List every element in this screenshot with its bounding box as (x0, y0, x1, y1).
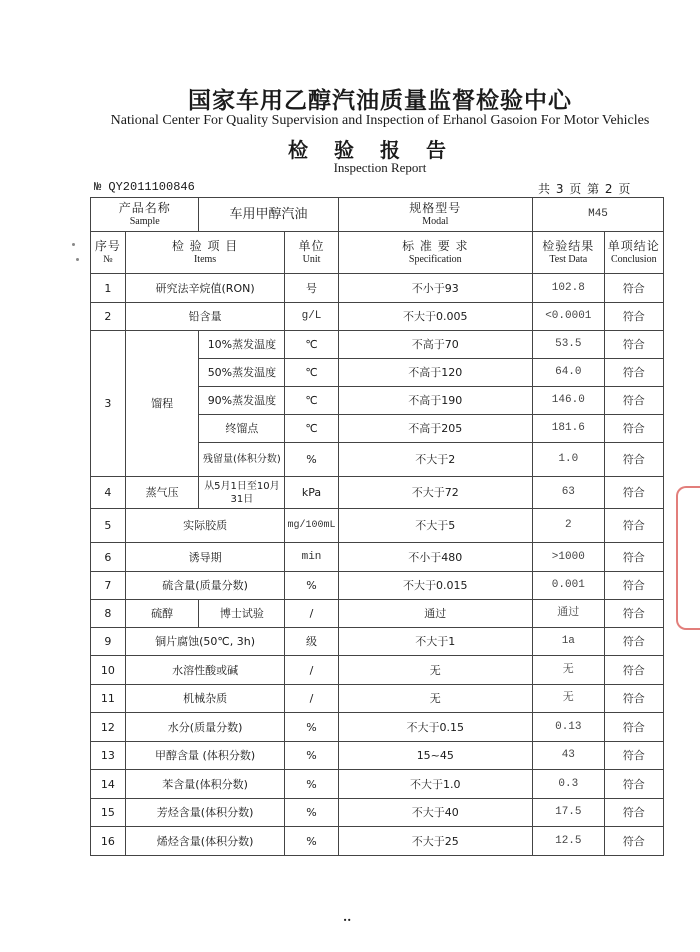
row-spec: 无 (338, 656, 532, 685)
row-group: 馏程 (125, 331, 199, 477)
row-conclusion: 符合 (604, 600, 663, 628)
row-spec: 不大于0.15 (338, 713, 532, 742)
sample-name: 车用甲醇汽油 (199, 198, 338, 232)
table-row (91, 685, 664, 713)
table-row (91, 656, 664, 685)
row-unit: % (285, 770, 338, 799)
col-conclusion-cn: 单项结论 (607, 238, 660, 253)
inspection-table (90, 197, 664, 856)
row-item: 博士试验 (199, 600, 285, 628)
page-indicator: 共 3 页 第 2 页 (538, 182, 632, 196)
row-spec: 不大于0.005 (338, 303, 532, 331)
row-conclusion: 符合 (604, 443, 663, 477)
report-title-cn: 检验报告 (288, 138, 472, 162)
report-title-en: Inspection Report (333, 160, 427, 175)
row-conclusion: 符合 (604, 543, 663, 572)
table-row (91, 543, 664, 572)
col-unit-cn: 单位 (298, 238, 325, 253)
row-unit: / (285, 685, 338, 713)
row-no: 1 (91, 274, 126, 303)
row-item: 甲醇含量 (体积分数) (125, 742, 285, 770)
table-row (91, 600, 664, 628)
row-no: 12 (91, 713, 126, 742)
row-no: 7 (91, 572, 126, 600)
row-spec: 不大于5 (338, 509, 532, 543)
row-conclusion: 符合 (604, 415, 663, 443)
row-item: 水分(质量分数) (125, 713, 285, 742)
col-result (533, 232, 605, 274)
row-unit: % (285, 827, 338, 856)
row-spec: 无 (338, 685, 532, 713)
col-spec-en: Specification (408, 253, 462, 265)
row-conclusion: 符合 (604, 509, 663, 543)
table-row (91, 713, 664, 742)
row-item: 研究法辛烷值(RON) (125, 274, 285, 303)
row-result: 0.3 (533, 770, 605, 799)
row-unit: mg/100mL (285, 509, 338, 543)
row-item: 诱导期 (125, 543, 285, 572)
row-no: 3 (91, 331, 126, 477)
row-no: 10 (91, 656, 126, 685)
col-no-cn: 序号 (94, 238, 121, 253)
row-no: 13 (91, 742, 126, 770)
col-item-cn: 检 验 项 目 (171, 238, 239, 253)
row-result: 17.5 (533, 799, 605, 827)
row-group: 蒸气压 (125, 477, 199, 509)
row-result: 64.0 (533, 359, 605, 387)
row-unit: min (285, 543, 338, 572)
model-label (338, 198, 532, 232)
row-item: 烯烃含量(体积分数) (125, 827, 285, 856)
row-result: <0.0001 (533, 303, 605, 331)
row-result: 0.001 (533, 572, 605, 600)
center-title-en: National Center For Quality Supervision and Inspection of Erhanol Gasoion For Motor Vehicles (110, 113, 650, 128)
row-item: 硫含量(质量分数) (125, 572, 285, 600)
table-row (91, 827, 664, 856)
row-conclusion: 符合 (604, 303, 663, 331)
col-spec-cn: 标 准 要 求 (402, 238, 469, 253)
row-spec: 通过 (338, 600, 532, 628)
row-result: 12.5 (533, 827, 605, 856)
seal-stamp (676, 486, 700, 630)
row-item: 从5月1日至10月31日 (199, 477, 285, 509)
row-no: 16 (91, 827, 126, 856)
row-conclusion: 符合 (604, 331, 663, 359)
model-label-cn: 规格型号 (409, 200, 462, 215)
table-row (91, 509, 664, 543)
row-item: 芳烃含量(体积分数) (125, 799, 285, 827)
col-conclusion-en: Conclusion (611, 253, 657, 265)
row-spec: 不大于0.015 (338, 572, 532, 600)
row-result: 1.0 (533, 443, 605, 477)
row-spec: 不大于72 (338, 477, 532, 509)
scan-dot (72, 243, 75, 246)
table-row (91, 303, 664, 331)
col-no (91, 232, 126, 274)
table-row (91, 331, 664, 359)
row-conclusion: 符合 (604, 713, 663, 742)
row-spec: 不大于1 (338, 628, 532, 656)
row-result: 63 (533, 477, 605, 509)
row-unit: % (285, 572, 338, 600)
row-unit: % (285, 742, 338, 770)
table-row (91, 628, 664, 656)
row-no: 15 (91, 799, 126, 827)
row-result: 102.8 (533, 274, 605, 303)
row-item: 水溶性酸或碱 (125, 656, 285, 685)
row-item: 铅含量 (125, 303, 285, 331)
row-conclusion: 符合 (604, 387, 663, 415)
row-conclusion: 符合 (604, 799, 663, 827)
row-unit: ℃ (285, 415, 338, 443)
table-row (91, 770, 664, 799)
row-conclusion: 符合 (604, 827, 663, 856)
row-unit: / (285, 600, 338, 628)
row-no: 9 (91, 628, 126, 656)
row-result: 2 (533, 509, 605, 543)
row-unit: ℃ (285, 359, 338, 387)
row-spec: 15~45 (338, 742, 532, 770)
col-unit-en: Unit (302, 253, 321, 265)
row-no: 11 (91, 685, 126, 713)
row-conclusion: 符合 (604, 656, 663, 685)
row-unit: % (285, 713, 338, 742)
row-conclusion: 符合 (604, 770, 663, 799)
row-spec: 不大于2 (338, 443, 532, 477)
sample-row (91, 198, 664, 232)
row-result: 53.5 (533, 331, 605, 359)
row-conclusion: 符合 (604, 477, 663, 509)
row-spec: 不小于93 (338, 274, 532, 303)
row-no: 8 (91, 600, 126, 628)
row-item: 10%蒸发温度 (199, 331, 285, 359)
row-conclusion: 符合 (604, 685, 663, 713)
row-conclusion: 符合 (604, 274, 663, 303)
row-spec: 不高于120 (338, 359, 532, 387)
row-spec: 不大于25 (338, 827, 532, 856)
table-row (91, 477, 664, 509)
col-conclusion (604, 232, 663, 274)
row-item: 50%蒸发温度 (199, 359, 285, 387)
row-item: 终馏点 (199, 415, 285, 443)
col-spec (338, 232, 532, 274)
table-row (91, 799, 664, 827)
row-unit: 级 (285, 628, 338, 656)
row-result: 通过 (533, 600, 605, 628)
row-group: 硫醇 (125, 600, 199, 628)
row-item: 苯含量(体积分数) (125, 770, 285, 799)
row-result: 0.13 (533, 713, 605, 742)
row-conclusion: 符合 (604, 628, 663, 656)
col-no-en: № (103, 253, 113, 265)
row-conclusion: 符合 (604, 572, 663, 600)
row-result: >1000 (533, 543, 605, 572)
col-result-cn: 检验结果 (542, 238, 595, 253)
row-unit: / (285, 656, 338, 685)
report-number: № QY2011100846 (94, 180, 195, 194)
row-item: 机械杂质 (125, 685, 285, 713)
footer-mark: .. (343, 910, 352, 924)
row-no: 6 (91, 543, 126, 572)
model-value: M45 (533, 198, 664, 232)
model-label-en: Modal (422, 215, 449, 227)
row-result: 1a (533, 628, 605, 656)
col-result-en: Test Data (549, 253, 588, 265)
row-unit: g/L (285, 303, 338, 331)
col-item-en: Items (193, 253, 217, 265)
row-result: 无 (533, 685, 605, 713)
row-conclusion: 符合 (604, 359, 663, 387)
scan-dot (76, 258, 79, 261)
row-item: 残留量(体积分数) (199, 443, 285, 477)
row-no: 14 (91, 770, 126, 799)
row-no: 5 (91, 509, 126, 543)
row-spec: 不高于205 (338, 415, 532, 443)
row-no: 4 (91, 477, 126, 509)
sample-label-en: Sample (129, 215, 160, 227)
row-result: 181.6 (533, 415, 605, 443)
row-spec: 不高于190 (338, 387, 532, 415)
row-spec: 不小于480 (338, 543, 532, 572)
sample-label (91, 198, 199, 232)
table-row (91, 742, 664, 770)
row-spec: 不大于40 (338, 799, 532, 827)
center-title-cn: 国家车用乙醇汽油质量监督检验中心 (188, 88, 572, 114)
row-unit: % (285, 799, 338, 827)
row-no: 2 (91, 303, 126, 331)
row-result: 146.0 (533, 387, 605, 415)
row-spec: 不高于70 (338, 331, 532, 359)
row-unit: ℃ (285, 331, 338, 359)
row-item: 实际胶质 (125, 509, 285, 543)
row-unit: 号 (285, 274, 338, 303)
row-item: 90%蒸发温度 (199, 387, 285, 415)
row-result: 43 (533, 742, 605, 770)
row-unit: % (285, 443, 338, 477)
table-row (91, 274, 664, 303)
col-unit (285, 232, 338, 274)
row-result: 无 (533, 656, 605, 685)
row-unit: kPa (285, 477, 338, 509)
row-conclusion: 符合 (604, 742, 663, 770)
table-row (91, 572, 664, 600)
row-unit: ℃ (285, 387, 338, 415)
row-item: 铜片腐蚀(50℃, 3h) (125, 628, 285, 656)
col-item (125, 232, 285, 274)
sample-label-cn: 产品名称 (118, 200, 171, 215)
row-spec: 不大于1.0 (338, 770, 532, 799)
header-row (91, 232, 664, 274)
